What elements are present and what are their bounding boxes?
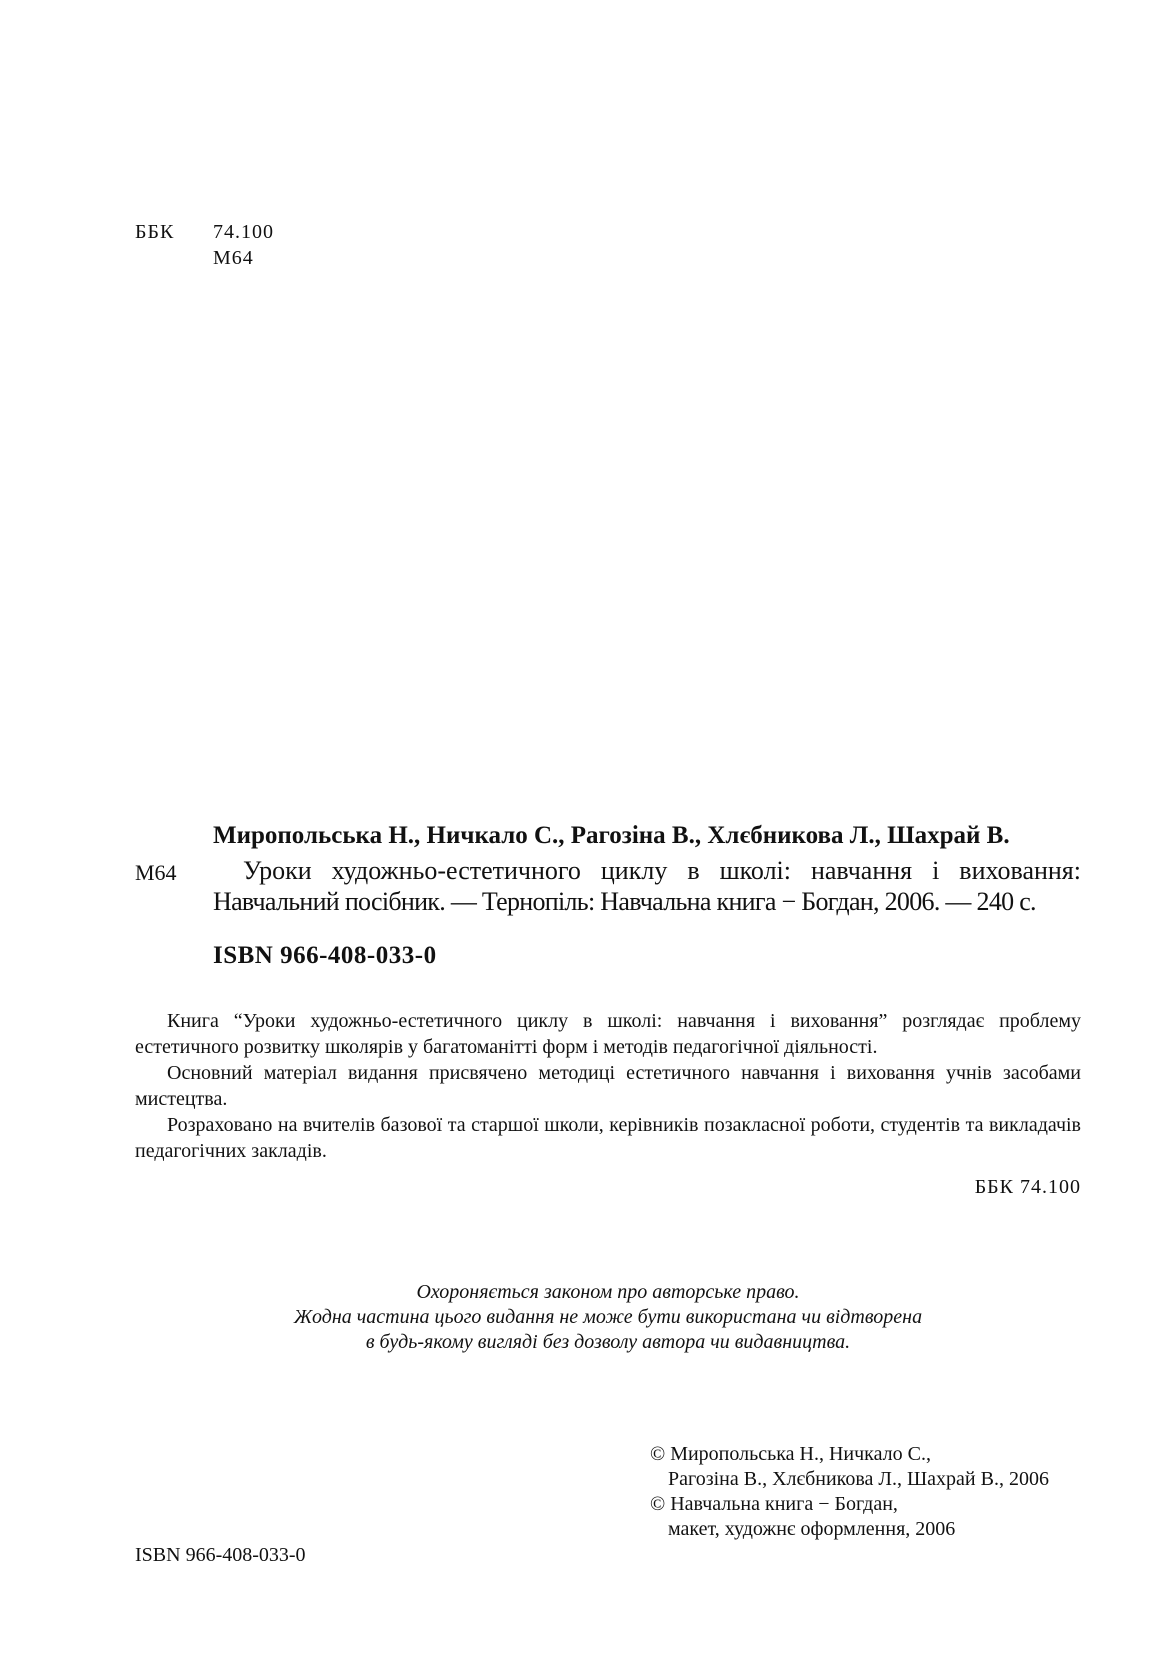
notice-line-3: в будь-якому вигляді без дозволу автора чи видавництва. — [365, 1331, 851, 1353]
annotation — [135, 1008, 1081, 1200]
copyright-authors-line1: © Миропольська Н., Ничкало С., — [650, 1443, 931, 1465]
book-title-line1: Уроки художньо-естетичного циклу в школі: навчання і виховання: — [243, 856, 1081, 885]
annotation-bbk: ББК 74.100 — [974, 1176, 1081, 1198]
author-mark-side: М64 — [135, 860, 177, 885]
book-authors: Миропольська Н., Ничкало С., Рагозіна В., Хлєбникова Л., Шахрай В. — [213, 822, 1010, 849]
bbk-classification — [135, 219, 274, 271]
bbk-label: ББК — [135, 221, 175, 243]
notice-line-1: Охороняється законом про авторське право. — [416, 1281, 800, 1303]
annotation-paragraph-1: Книга “Уроки художньо-естетичного циклу в школі: навчання і виховання” розглядає проблему естетичного розвитку школярів у багатоманітті форм і методів педагогічної діяльності. — [135, 1010, 1081, 1058]
copyright-notice — [135, 1280, 1081, 1355]
isbn-bottom: ISBN 966-408-033-0 — [135, 1544, 306, 1566]
copyright-holders — [650, 1442, 1049, 1542]
notice-line-2: Жодна частина цього видання не може бути використана чи відтворена — [293, 1306, 923, 1328]
annotation-paragraph-3: Розраховано на вчителів базової та старшої школи, керівників позакласної роботи, студентів та викладачів педагогічних закладів. — [135, 1114, 1081, 1162]
copyright-publisher-line2: макет, художнє оформлення, 2006 — [668, 1518, 956, 1540]
copyright-authors-line2: Рагозіна В., Хлєбникова Л., Шахрай В., 2006 — [668, 1468, 1049, 1490]
annotation-paragraph-2: Основний матеріал видання присвячено методиці естетичного навчання і виховання учнів засобами мистецтва. — [135, 1062, 1081, 1110]
bbk-code: 74.100 — [213, 221, 274, 243]
book-title-line2: Навчальний посібник. — Тернопіль: Навчальна книга − Богдан, 2006. — 240 с. — [213, 887, 1036, 916]
copyright-publisher-line1: © Навчальна книга − Богдан, — [650, 1493, 898, 1515]
bbk-author-mark: М64 — [213, 247, 254, 269]
isbn-main: ISBN 966-408-033-0 — [213, 942, 437, 969]
